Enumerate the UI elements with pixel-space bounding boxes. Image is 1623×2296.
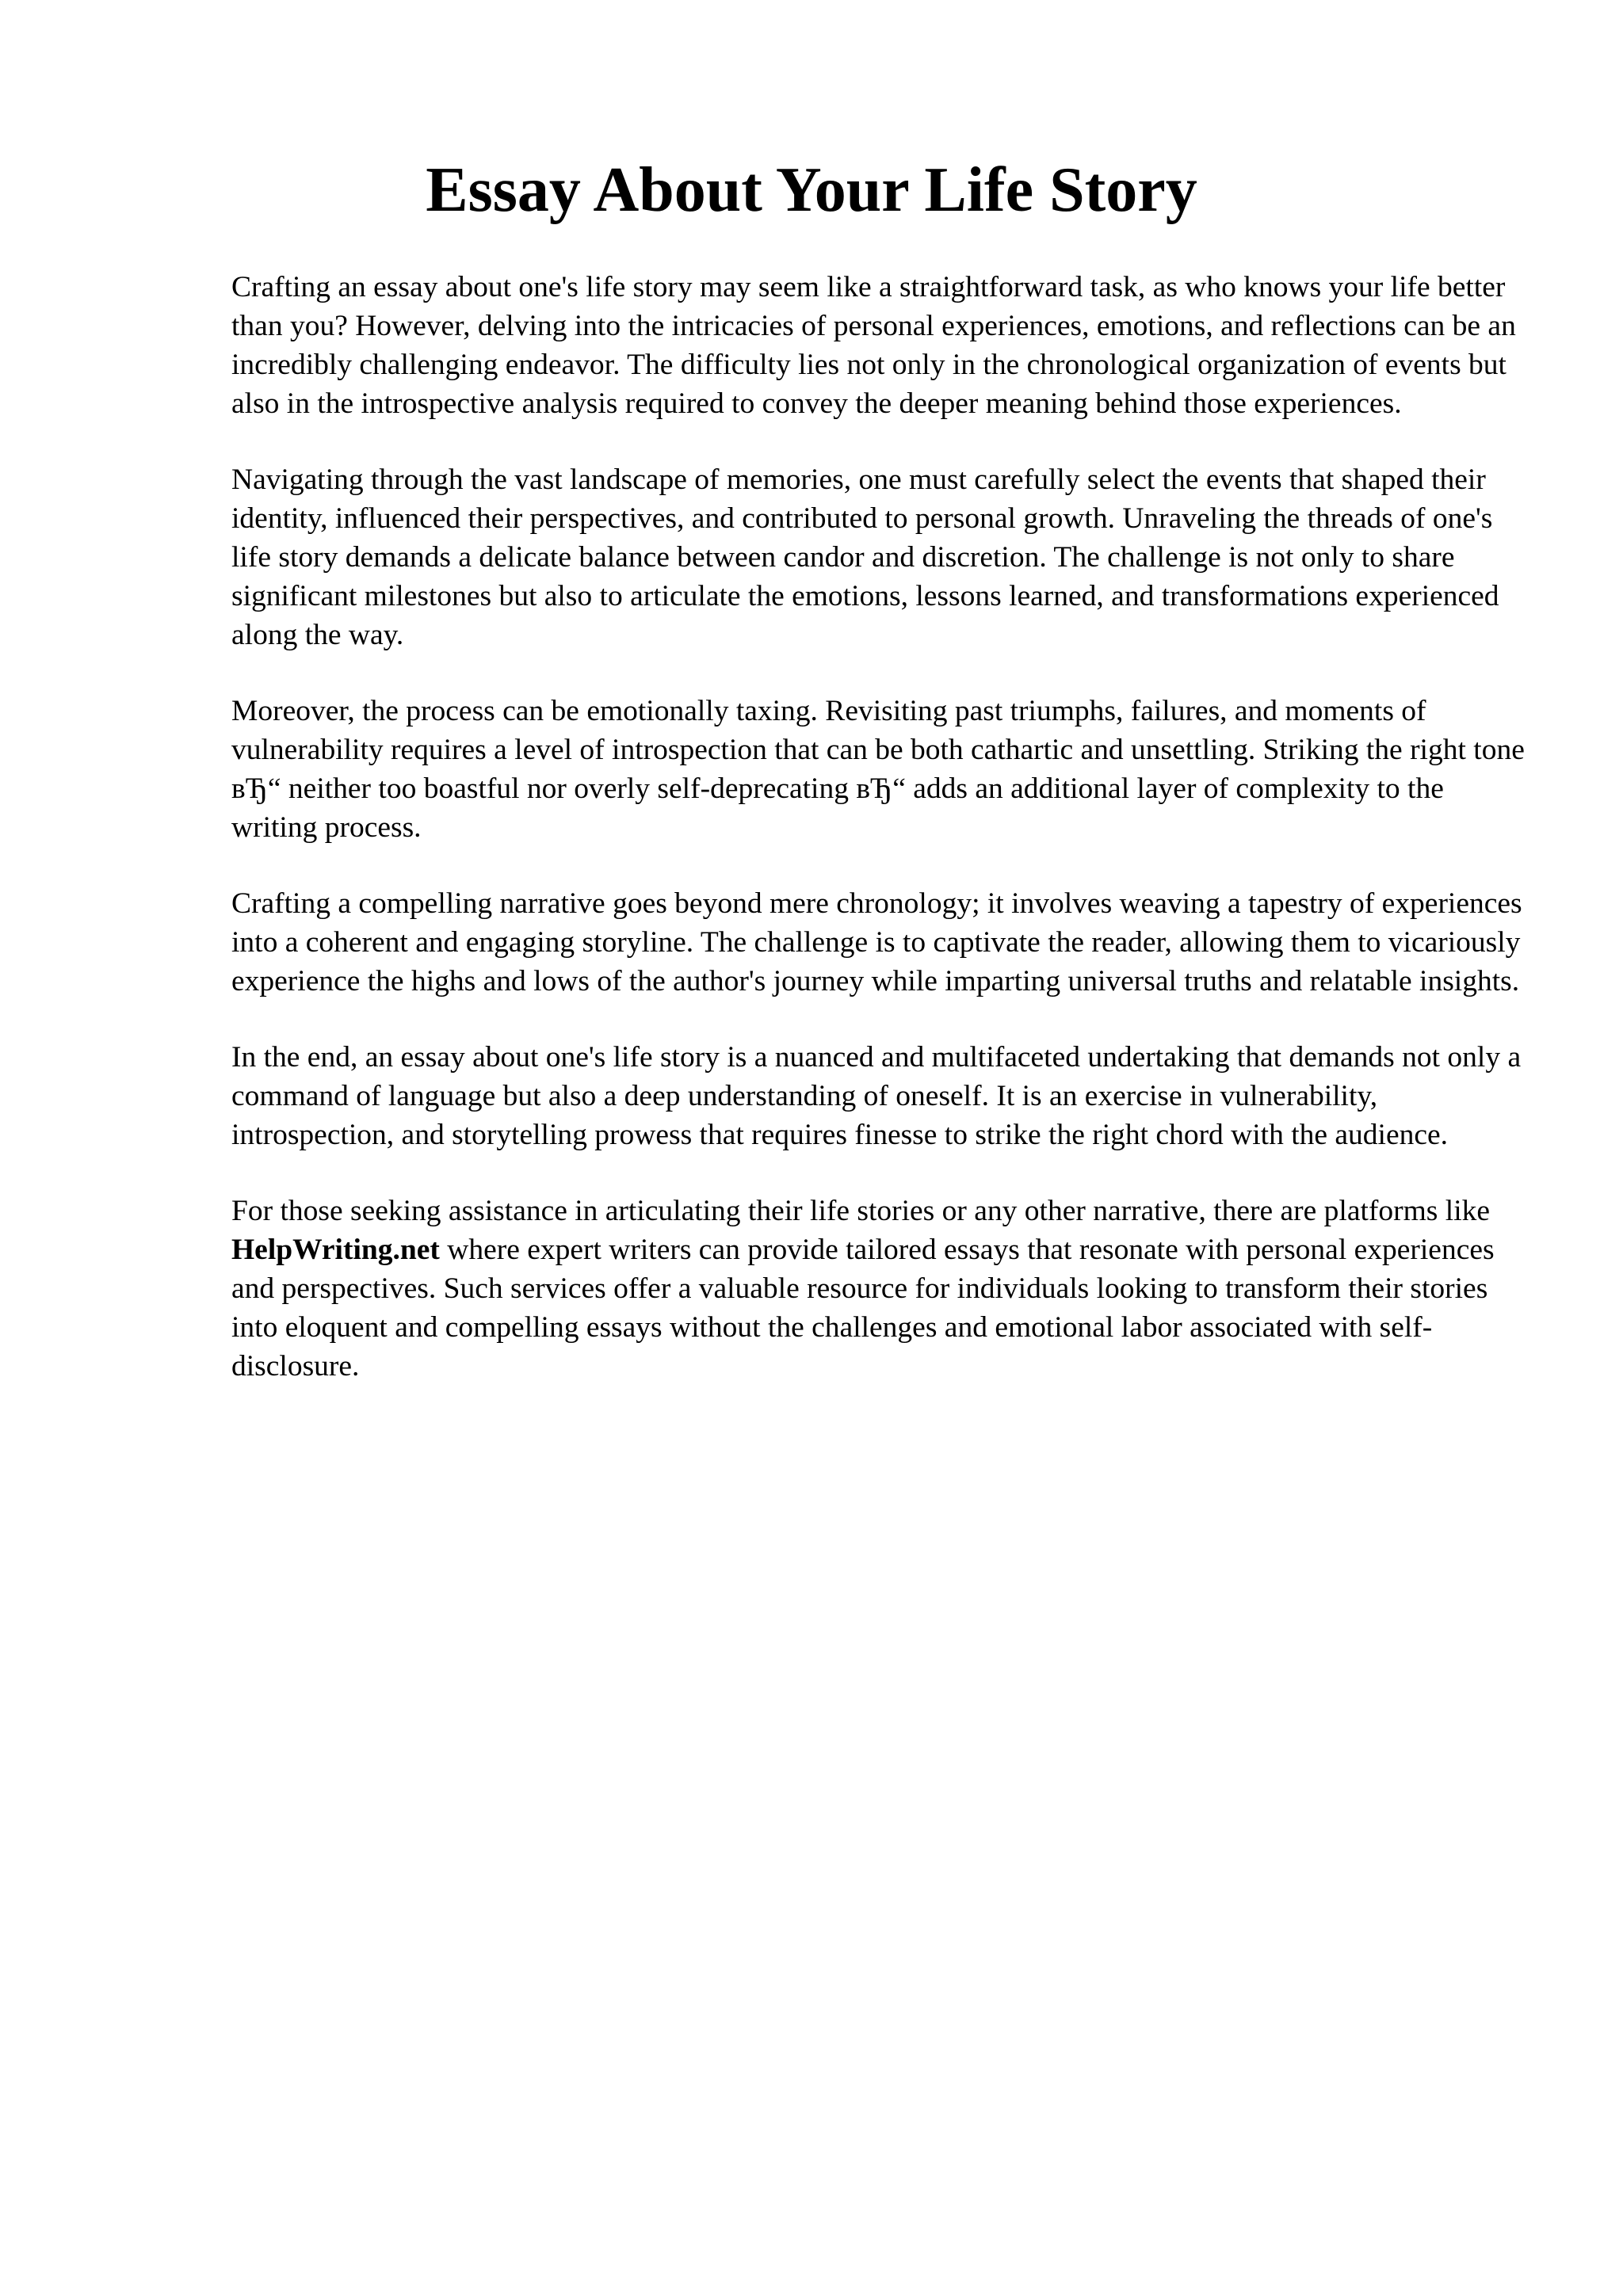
document-body (231, 268, 1531, 1423)
paragraph-6 (231, 1192, 1531, 1386)
paragraph-1: Crafting an essay about one's life story may seem like a straightforward task, as who knows your life better than you? However, delving into the intricacies of personal experiences, emotions, and reflections can be an incredibly challenging endeavor. The difficulty lies not only in the chronological organization of events but also in the introspective analysis required to convey the deeper meaning behind those experiences. (231, 271, 1516, 420)
paragraph-6-text-after: where expert writers can provide tailored essays that resonate with personal experiences and perspectives. Such services offer a valuable resource for individuals looking to transform their stories into eloquent and compelling essays without the challenges and emotional labor associated with self-disclosure. (231, 1234, 1495, 1383)
paragraph-2: Navigating through the vast landscape of memories, one must carefully select the events that shaped their identity, influenced their perspectives, and contributed to personal growth. Unraveling the threads of one's life story demands a delicate balance between candor and discretion. The challenge is not only to share significant milestones but also to articulate the emotions, lessons learned, and transformations experienced along the way. (231, 463, 1499, 651)
brand-link[interactable]: HelpWriting.net (231, 1234, 440, 1266)
paragraph-4: Crafting a compelling narrative goes beyond mere chronology; it involves weaving a tapestry of experiences into a coherent and engaging storyline. The challenge is to captivate the reader, allowing them to vicariously experience the highs and lows of the author's journey while imparting universal truths and relatable insights. (231, 887, 1522, 997)
document-title: Essay About Your Life Story (426, 155, 1197, 225)
paragraph-3: Moreover, the process can be emotionally taxing. Revisiting past triumphs, failures, and moments of vulnerability requires a level of introspection that can be both cathartic and unsettling. Striking the right tone вЂ“ neither too boastful nor overly self-deprecating вЂ“ adds an additional layer of complexity to the writing process. (231, 695, 1525, 844)
paragraph-5: In the end, an essay about one's life story is a nuanced and multifaceted undertaking that demands not only a command of language but also a deep understanding of oneself. It is an exercise in vulnerability, introspection, and storytelling prowess that requires finesse to strike the right chord with the audience. (231, 1041, 1522, 1151)
paragraph-6-text-before: For those seeking assistance in articulating their life stories or any other narrative, there are platforms like (231, 1195, 1491, 1227)
